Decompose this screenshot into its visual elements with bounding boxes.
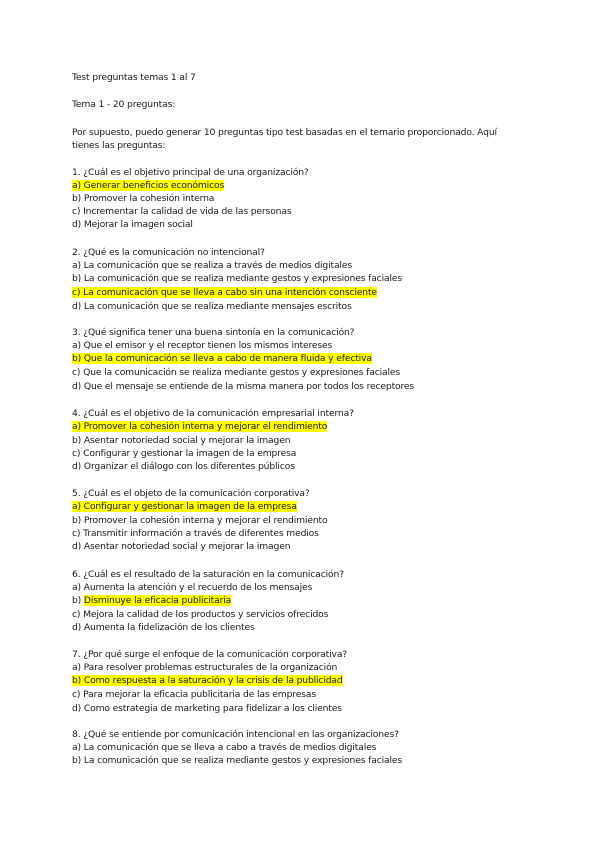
- answer-option: c) Transmitir información a través de diferentes medios: [72, 528, 319, 539]
- intro-paragraph: Por supuesto, puedo generar 10 preguntas tipo test basadas en el temario proporcionado. Aquí tienes las preguntas:: [72, 127, 497, 151]
- answer-option: a) La comunicación que se lleva a cabo a través de medios digitales: [72, 742, 377, 753]
- answer-option: a) Que el emisor y el receptor tienen los mismos intereses: [72, 340, 333, 351]
- question-text: 1. ¿Cuál es el objetivo principal de una organización?: [72, 167, 309, 178]
- answer-option: [72, 353, 372, 365]
- answer-option: a) Aumenta la atención y el recuerdo de los mensajes: [72, 582, 313, 593]
- answer-option: [72, 287, 377, 299]
- answer-option: d) Aumenta la fidelización de los clientes: [72, 622, 255, 633]
- answer-option: b) Promover la cohesión interna: [72, 193, 215, 204]
- answer-option: c) Mejora la calidad de los productos y servicios ofrecidos: [72, 609, 329, 620]
- question-text: 4. ¿Cuál es el objetivo de la comunicación empresarial interna?: [72, 408, 354, 419]
- answer-option: b) Promover la cohesión interna y mejorar el rendimiento: [72, 515, 328, 526]
- answer-option: d) Asentar notoriedad social y mejorar la imagen: [72, 541, 291, 552]
- answer-option: d) Mejorar la imagen social: [72, 219, 193, 230]
- answer-option: [72, 421, 327, 433]
- answer-option: c) Que la comunicación se realiza mediante gestos y expresiones faciales: [72, 367, 401, 378]
- doc-heading: Test preguntas temas 1 al 7: [72, 72, 196, 83]
- answer-option: b) Asentar notoriedad social y mejorar la imagen: [72, 435, 291, 446]
- answer-option: a) Para resolver problemas estructurales de la organización: [72, 662, 338, 673]
- answer-option: b) La comunicación que se realiza mediante gestos y expresiones faciales: [72, 755, 402, 766]
- correct-answer-highlight: b) Como respuesta a la saturación y la crisis de la publicidad: [72, 675, 343, 686]
- answer-option: [72, 595, 231, 607]
- question-text: 6. ¿Cuál es el resultado de la saturación en la comunicación?: [72, 569, 344, 580]
- answer-option: b) La comunicación que se realiza mediante gestos y expresiones faciales: [72, 273, 402, 284]
- question-text: 8. ¿Qué se entiende por comunicación intencional en las organizaciones?: [72, 729, 399, 740]
- answer-option: d) La comunicación que se realiza mediante mensajes escritos: [72, 301, 352, 312]
- answer-option: a) La comunicación que se realiza a través de medios digitales: [72, 260, 352, 271]
- answer-option: d) Que el mensaje se entiende de la misma manera por todos los receptores: [72, 381, 415, 392]
- option-prefix: b): [72, 595, 84, 606]
- answer-option: [72, 180, 224, 192]
- answer-option: [72, 501, 297, 513]
- answer-option: d) Como estrategia de marketing para fidelizar a los clientes: [72, 703, 342, 714]
- question-text: 5. ¿Cuál es el objeto de la comunicación corporativa?: [72, 488, 310, 499]
- answer-option: [72, 675, 343, 687]
- question-text: 7. ¿Por qué surge el enfoque de la comunicación corporativa?: [72, 649, 348, 660]
- correct-answer-highlight: b) Que la comunicación se lleva a cabo de manera fluida y efectiva: [72, 353, 372, 364]
- question-text: 3. ¿Qué significa tener una buena sintonía en la comunicación?: [72, 327, 355, 338]
- answer-option: d) Organizar el diálogo con los diferentes públicos: [72, 461, 295, 472]
- question-text: 2. ¿Qué es la comunicación no intencional?: [72, 247, 265, 258]
- correct-answer-highlight: a) Promover la cohesión interna y mejorar el rendimiento: [72, 421, 328, 432]
- section-title: Tema 1 - 20 preguntas:: [72, 99, 176, 110]
- answer-option: c) Para mejorar la eficacia publicitaria de las empresas: [72, 689, 316, 700]
- answer-option: c) Incrementar la calidad de vida de las personas: [72, 206, 292, 217]
- correct-answer-highlight: a) Generar beneficios económicos: [72, 180, 225, 191]
- correct-answer-highlight: c) La comunicación que se lleva a cabo sin una intención consciente: [72, 287, 377, 298]
- correct-answer-highlight: Disminuye la eficacia publicitaria: [83, 595, 232, 606]
- correct-answer-highlight: a) Configurar y gestionar la imagen de la empresa: [72, 501, 297, 512]
- answer-option: c) Configurar y gestionar la imagen de la empresa: [72, 448, 297, 459]
